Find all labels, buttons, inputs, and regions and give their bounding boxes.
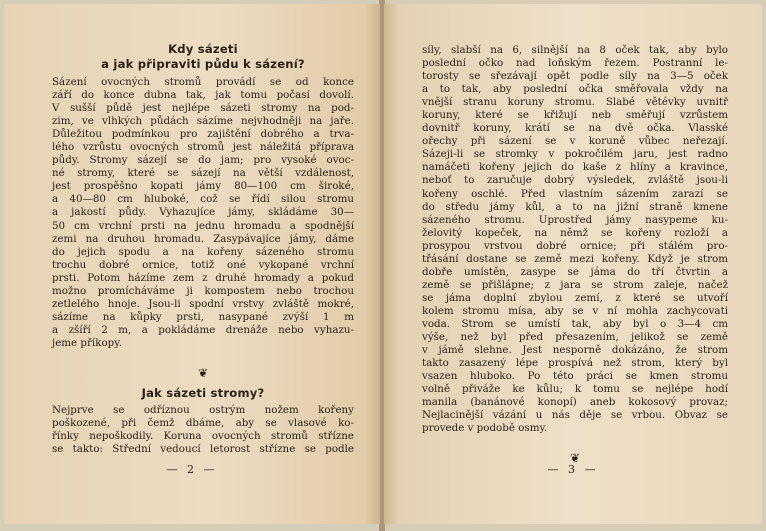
paragraph-line: Sázení ovocných stromů provádí se od konce [52, 76, 354, 88]
left-page [4, 4, 380, 524]
left-page-text [52, 42, 354, 456]
paragraph-line: poslední očko nad loňským řezem. Postranní le- [422, 57, 728, 70]
section-heading-when-to-plant: a jak připraviti půdu k sázení? [101, 57, 305, 71]
paragraph-line: jeme příkopy. [52, 336, 122, 349]
paragraph-line: zemi na druhou hromadu. Zasypávajíce jámy, dáme [52, 232, 354, 245]
paragraph-line: a to tak, aby poslední očka směřovala vždy na [422, 83, 728, 96]
section-heading-how-to-plant: Jak sázeti stromy? [141, 385, 265, 400]
paragraph-line: v jámě slehne. Jest nesporně dokázáno, že strom [422, 344, 728, 357]
paragraph-line: poškozené, při čemž dbáme, aby se vlasové ko- [52, 417, 354, 430]
right-page [384, 4, 762, 524]
paragraph-line: volně přiváže ke kůlu; k tomu se nejlépe hodí [422, 383, 728, 396]
paragraph-line: třásání dostane se země mezi kořeny. Když je strom [422, 252, 728, 265]
paragraph-line: neboť to zaručuje dobrý výsledek, zvláště jsou-li [422, 174, 728, 187]
ornament-icon: ❦ [197, 365, 209, 380]
paragraph-line: do středu jámy kůl, a to na jižní straně kmene [422, 200, 728, 213]
page-number-right: — 3 — [547, 463, 599, 476]
paragraph-line: zim, ve vlhkých půdách sázíme nejvhodněji na jaře. [52, 115, 354, 128]
paragraph-line: září do konce dubna tak, jak tomu počasí dovolí. [52, 89, 354, 102]
paragraph-line: manila (banánové konopí) aneb kokosový provaz; [422, 396, 728, 409]
paragraph-line: V sušší půdě jest nejlépe sázeti stromy na pod- [52, 102, 354, 115]
page-number-left: — 2 — [166, 463, 218, 476]
paragraph-line: 50 cm vrchní prsti na jednu hromadu a spodnější [52, 219, 354, 232]
paragraph-line: řínky nepoškodily. Koruna ovocných stromů střízne [52, 430, 354, 443]
paragraph-line: Nejprve se odříznou ostrým nožem kořeny [52, 403, 354, 416]
paragraph-line: kořeny oschlé. Před vlastním sázením zarazí se [422, 187, 728, 200]
paragraph-line: namáčeti kořeny jejich do kaše z hlíny a kravince, [422, 161, 728, 174]
paragraph-line: né stromy, které se sázejí na větší vzdálenost, [52, 167, 354, 180]
paragraph-line: a zšíří 2 m, a pokládáme drenáže nebo vyhazu- [52, 323, 354, 336]
paragraph-line: a jakostí půdy. Vyhazujíce jámy, skládáme 30— [52, 206, 354, 219]
paragraph-line: prosypou vrstvou dobré ornice; při stálém pro- [422, 239, 728, 252]
paragraph-line: se takto: Střední vedoucí letorost střízne se podle [52, 443, 354, 456]
paragraph-line: a 40—80 cm hluboké, což se řídí silou stromu [52, 193, 354, 206]
paragraph-line: trochu dobré ornice, totiž oné vykopané vrchní [52, 258, 354, 271]
paragraph-line: země se přišlápne; z jara se strom zaleje, načež [422, 278, 728, 291]
paragraph-line: do jejich spodu a na kořeny sázeného stromu [52, 245, 354, 258]
paragraph-line: ořechy při sázení se v koruně vůbec neřezají. [422, 135, 728, 148]
paragraph-line: lého vzrůstu ovocných stromů jest náležitá příprava [52, 141, 354, 154]
paragraph-line: koruny, které se křižují neb směřují vzrůstem [422, 109, 728, 122]
right-page-text [422, 44, 728, 471]
paragraph-line: torosty se sřezávají opět podle síly na 3—5 oček [422, 70, 728, 83]
paragraph-line: Sázeji-li se stromky v pokročilém jaru, jest radno [422, 148, 728, 161]
paragraph-line: voda. Strom se umístí tak, aby byl o 3—4 cm [422, 317, 728, 330]
paragraph-line: želovitý kopeček, na němž se kořeny rozloží a [422, 226, 728, 239]
paragraph-line: sázeného stromu. Uprostřed jámy nasypeme ku- [422, 213, 728, 226]
paragraph-line: provede v podobě osmy. [422, 422, 548, 435]
paragraph-line: prsti. Potom házíme zem z druhé hromady a pokud [52, 271, 354, 284]
paragraph-line: se jáma doplní zbylou zemí, z které se utvoří [422, 291, 728, 304]
paragraph-line: sázíme na kůpky prsti, nasypané zvýší 1 m [52, 310, 354, 323]
paragraph-line: výše, než byl před přesazením, jelikož se země [422, 331, 728, 344]
paragraph-line: vsazen hluboko. Po této práci se kmen stromu [422, 370, 728, 383]
paragraph-line: vnější stranu koruny stromu. Slabé větévky uvnitř [422, 96, 728, 109]
paragraph-line: Důležitou podmínkou pro zajištění dobrého a trva- [52, 128, 354, 141]
ornament-icon: ❦ [569, 451, 581, 466]
paragraph-line: dobře umístěn, zasype se jáma do tří čtvrtin a [422, 265, 728, 278]
paragraph-line: Nejlacinější vázání u nás děje se vrbou. Obvaz se [422, 409, 728, 422]
paragraph-line: kolem stromu mísa, aby se v ní mohla zachycovati [422, 304, 728, 317]
paragraph-line: půdy. Stromy sázejí se do jam; pro vysoké ovoc- [52, 154, 354, 167]
section-heading-when-to-plant: Kdy sázeti [168, 42, 238, 56]
paragraph-line: takto zasazený lépe prospívá než strom, který byl [422, 357, 728, 370]
paragraph-line: dovnitř koruny, krátí se na dvě očka. Vlasské [422, 122, 728, 135]
paragraph-line: jest prospěšno kopati jámy 80—100 cm široké, [52, 180, 354, 193]
paragraph-line: síly, slabší na 6, silnější na 8 oček tak, aby bylo [422, 44, 728, 56]
paragraph-line: zetlelého hnoje. Jsou-li spodní vrstvy zvláště mokré, [52, 297, 354, 310]
paragraph-line: možno promícháváme ji kompostem nebo trochou [52, 284, 354, 297]
